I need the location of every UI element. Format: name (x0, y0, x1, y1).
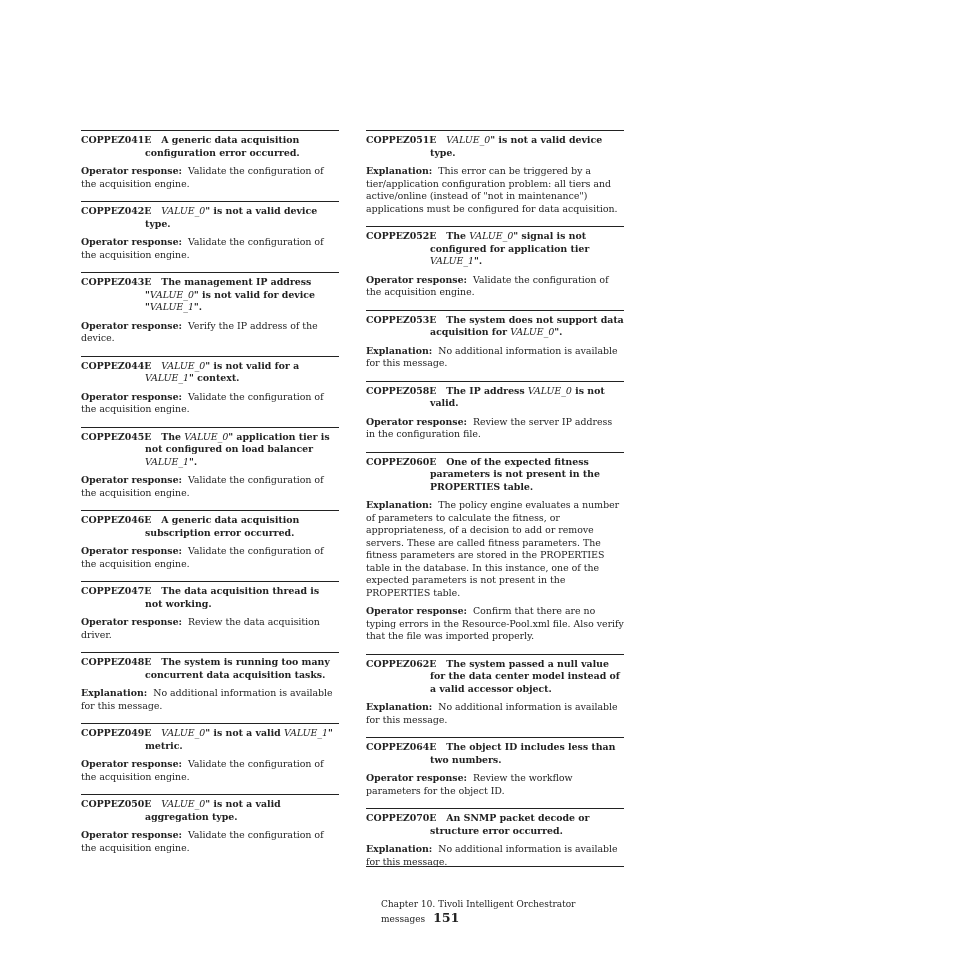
message-heading (81, 206, 339, 231)
detail-text: Review the workflow parameters for the object ID. (366, 773, 573, 797)
message-variable: VALUE_1 (430, 256, 475, 267)
detail-label: Operator response: (81, 475, 182, 486)
detail-text: No additional information is available for this message. (366, 702, 618, 726)
detail-text: Validate the configuration of the acquisition engine. (81, 830, 324, 854)
detail-text: Review the server IP address in the configuration file. (366, 416, 613, 440)
detail-label: Operator response: (81, 617, 182, 628)
message-entry (366, 130, 624, 216)
message-variable: VALUE_0 (446, 135, 491, 146)
message-variable: VALUE_0 (469, 231, 514, 242)
message-title: " metric. (145, 728, 333, 752)
message-detail (81, 546, 339, 571)
message-entry (366, 452, 624, 644)
message-detail (366, 606, 624, 644)
message-detail (81, 688, 339, 713)
message-title: " application tier is not configured on load balancer (145, 431, 330, 455)
left-column (81, 130, 339, 865)
message-detail (81, 475, 339, 500)
message-title: One of the expected fitness parameters is not present in the PROPERTIES table. (430, 456, 600, 493)
message-title: ". (554, 327, 563, 338)
message-heading (366, 231, 624, 269)
message-detail (81, 617, 339, 642)
message-heading (366, 386, 624, 411)
message-heading (366, 315, 624, 340)
message-code: COPPEZ047E (81, 586, 152, 597)
message-entry (366, 381, 624, 442)
message-title: ". (474, 256, 483, 267)
message-title: The data acquisition thread is not working. (145, 586, 320, 610)
detail-text: Validate the configuration of the acquisition engine. (366, 274, 609, 298)
footer-chapter: Chapter 10. Tivoli Intelligent Orchestrator messages (381, 900, 576, 925)
page-footer (381, 900, 624, 925)
detail-label: Operator response: (81, 830, 182, 841)
message-variable: VALUE_0 (510, 327, 555, 338)
detail-text: No additional information is available for this message. (81, 688, 333, 712)
message-entry (81, 794, 339, 855)
message-code: COPPEZ049E (81, 728, 152, 739)
message-entry (366, 226, 624, 300)
message-heading (81, 361, 339, 386)
message-title: The IP address (446, 385, 528, 397)
message-code: COPPEZ064E (366, 742, 437, 753)
message-title: The system passed a null value for the data center model instead of a valid accessor object. (430, 658, 620, 695)
detail-label: Operator response: (366, 274, 467, 286)
message-title: A generic data acquisition configuration error occurred. (145, 135, 300, 159)
detail-text: Validate the configuration of the acquisition engine. (81, 237, 324, 261)
message-code: COPPEZ052E (366, 231, 437, 242)
message-code: COPPEZ048E (81, 657, 152, 668)
detail-label: Operator response: (366, 416, 467, 428)
message-title: " is not a valid device type. (430, 135, 603, 159)
detail-text: Verify the IP address of the device. (81, 320, 318, 344)
detail-text: Validate the configuration of the acquisition engine. (81, 391, 324, 415)
detail-label: Explanation: (366, 345, 433, 357)
detail-label: Explanation: (366, 500, 433, 511)
detail-label: Explanation: (81, 688, 148, 699)
message-title: The management IP address " (145, 277, 312, 301)
message-entry (366, 654, 624, 728)
message-variable: VALUE_1 (149, 302, 194, 313)
message-title: An SNMP packet decode or structure error occurred. (430, 813, 590, 837)
right-column (366, 130, 624, 879)
message-detail (366, 417, 624, 442)
message-detail (366, 346, 624, 371)
message-entry (81, 723, 339, 784)
message-detail (81, 166, 339, 191)
message-title: ". (193, 302, 203, 313)
detail-text: Validate the configuration of the acquisition engine. (81, 546, 324, 570)
detail-label: Operator response: (366, 773, 467, 784)
message-detail (366, 773, 624, 798)
message-code: COPPEZ041E (81, 135, 152, 146)
message-variable: VALUE_0 (149, 289, 194, 301)
message-code: COPPEZ070E (366, 813, 437, 824)
message-title: " is not a valid aggregation type. (145, 799, 281, 823)
message-title: The system is running too many concurrent data acquisition tasks. (145, 657, 330, 681)
detail-label: Explanation: (366, 702, 433, 713)
message-heading (81, 432, 339, 470)
message-detail (81, 830, 339, 855)
detail-text: This error can be triggered by a tier/application configuration problem: all tiers and active/online (instead of "not in maintenance") applications must be configured for data acquisition. (366, 166, 618, 215)
message-code: COPPEZ042E (81, 206, 152, 217)
detail-text: Review the data acquisition driver. (81, 617, 320, 641)
message-variable: VALUE_1 (145, 456, 190, 468)
message-variable: VALUE_0 (184, 431, 229, 443)
detail-text: The policy engine evaluates a number of parameters to calculate the fitness, or appropriateness, of a decision to add or remove servers. These are called fitness parameters. The fitness parameters are stored in the PROPERTIES table in the database. In this instance, one of the expected parameters is not present in the PROPERTIES table. (366, 500, 620, 599)
message-heading (81, 728, 339, 753)
detail-label: Operator response: (81, 320, 182, 332)
message-entry (81, 272, 339, 346)
message-variable: VALUE_1 (283, 728, 328, 739)
message-variable: VALUE_0 (161, 799, 206, 810)
message-title: The system does not support data acquisition for (430, 314, 624, 338)
message-entry (81, 427, 339, 501)
message-detail (81, 237, 339, 262)
message-detail (366, 500, 624, 600)
message-detail (81, 321, 339, 346)
message-code: COPPEZ053E (366, 314, 437, 326)
detail-text: Validate the configuration of the acquisition engine. (81, 475, 324, 499)
message-heading (81, 799, 339, 824)
message-title: " is not valid for device " (145, 289, 315, 313)
message-heading (366, 659, 624, 697)
message-heading (366, 457, 624, 495)
message-heading (81, 277, 339, 315)
message-title: ". (189, 456, 198, 468)
message-title: " signal is not configured for application tier (430, 231, 590, 255)
message-code: COPPEZ044E (81, 360, 152, 372)
message-detail (81, 392, 339, 417)
message-title: is not valid. (430, 385, 605, 409)
message-variable: VALUE_1 (145, 373, 190, 384)
message-code: COPPEZ058E (366, 385, 437, 397)
message-entry (366, 310, 624, 371)
message-code: COPPEZ062E (366, 658, 437, 670)
message-heading (81, 135, 339, 160)
message-entry (81, 652, 339, 713)
message-entry (81, 581, 339, 642)
message-detail (366, 702, 624, 727)
message-variable: VALUE_0 (161, 360, 206, 372)
message-title: " context. (189, 373, 240, 384)
message-detail (81, 759, 339, 784)
bottom-rule (366, 866, 624, 867)
detail-text: No additional information is available for this message. (366, 844, 618, 868)
message-heading (366, 813, 624, 838)
message-entry (366, 737, 624, 798)
page-number: 151 (433, 910, 460, 925)
detail-label: Operator response: (366, 606, 467, 617)
detail-text: No additional information is available for this message. (366, 345, 618, 369)
message-title: A generic data acquisition subscription error occurred. (145, 515, 300, 539)
detail-label: Explanation: (366, 166, 433, 177)
detail-label: Operator response: (81, 391, 182, 403)
message-title: " is not a valid (205, 728, 284, 739)
message-code: COPPEZ046E (81, 515, 152, 526)
message-variable: VALUE_0 (161, 206, 206, 217)
message-heading (81, 515, 339, 540)
message-title: " is not valid for a (205, 360, 300, 372)
message-entry (81, 130, 339, 191)
message-heading (81, 586, 339, 611)
message-heading (366, 742, 624, 767)
message-title: The (446, 231, 470, 242)
message-entry (81, 356, 339, 417)
message-heading (81, 657, 339, 682)
detail-text: Validate the configuration of the acquisition engine. (81, 759, 324, 783)
detail-label: Operator response: (81, 237, 182, 248)
message-code: COPPEZ060E (366, 456, 437, 468)
message-heading (366, 135, 624, 160)
message-entry (366, 808, 624, 869)
message-variable: VALUE_0 (527, 385, 572, 397)
message-title: The (161, 431, 185, 443)
message-entry (81, 510, 339, 571)
message-entry (81, 201, 339, 262)
detail-text: Validate the configuration of the acquisition engine. (81, 166, 324, 190)
detail-label: Operator response: (81, 546, 182, 557)
message-code: COPPEZ043E (81, 277, 152, 288)
detail-label: Operator response: (81, 166, 182, 177)
message-code: COPPEZ050E (81, 799, 152, 810)
message-title: The object ID includes less than two numbers. (430, 742, 616, 766)
message-title: " is not a valid device type. (145, 206, 318, 230)
detail-text: Confirm that there are no typing errors in the Resource-Pool.xml file. Also verify that the file was imported properly. (366, 606, 624, 642)
message-detail (366, 275, 624, 300)
message-variable: VALUE_0 (161, 728, 206, 739)
detail-label: Operator response: (81, 759, 182, 770)
message-detail (366, 166, 624, 216)
message-code: COPPEZ045E (81, 431, 152, 443)
message-code: COPPEZ051E (366, 135, 437, 146)
detail-label: Explanation: (366, 844, 433, 855)
